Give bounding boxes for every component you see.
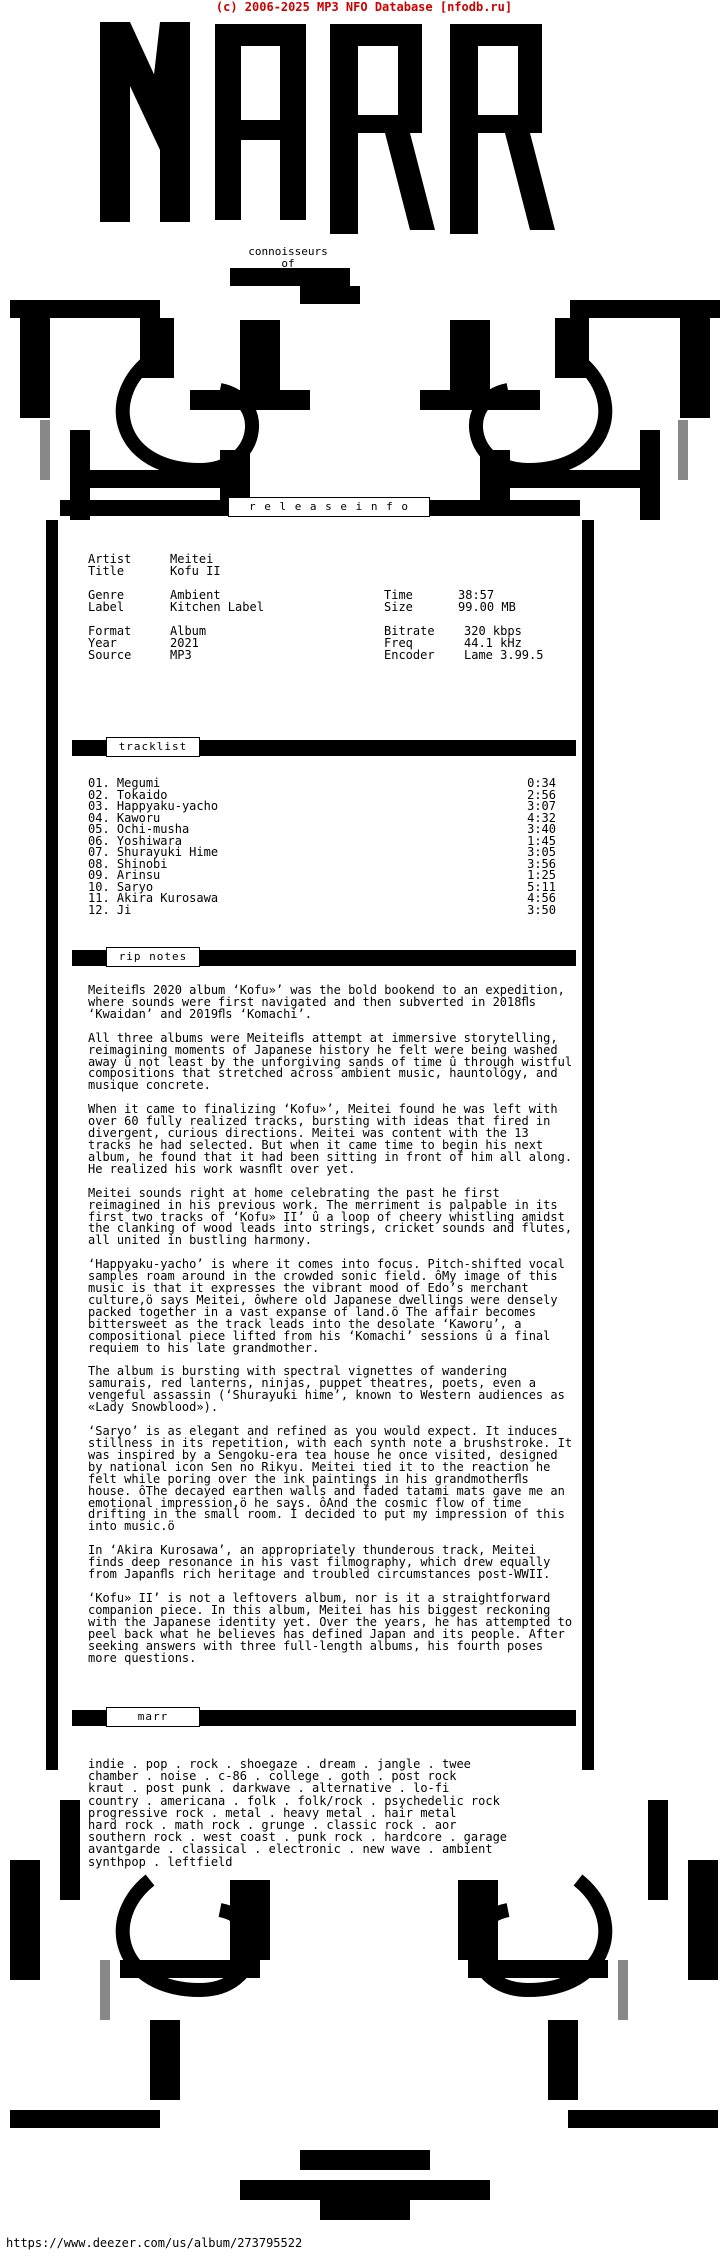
logo-r-stroke: [450, 115, 542, 133]
format-value: Album: [170, 624, 207, 638]
tagline-line: classics: [261, 269, 315, 282]
encoder-label: Encoder: [384, 648, 435, 662]
track-number: 11.: [88, 891, 110, 905]
track-title: Akira Kurosawa: [116, 891, 219, 905]
genre-line: southern rock . west coast . punk rock . hardcore . garage: [88, 1830, 508, 1845]
freq-value: 44.1 kHz: [464, 636, 522, 650]
genre-value: Ambient: [170, 588, 221, 602]
section-title-tracklist: tracklist: [106, 737, 200, 757]
track-number: 06.: [88, 833, 110, 848]
logo-r-stroke: [398, 24, 422, 124]
rip-notes-paragraph: ‘Kofu» II’ is not a leftovers album, nor is it a straightforward companion piece. In this album, Meitei has his biggest reckoning with the Japanese identity yet. Over the years, he has attempted to peel back what he believes has defined Japan and its people. After seeking answers with three full-length albums, his fourth poses more questions.: [88, 1590, 573, 1665]
track-duration: 3:07: [527, 799, 556, 813]
freq-label: Freq: [384, 636, 413, 650]
ornament-bar: [300, 2150, 430, 2170]
section-title-group: marr: [106, 1707, 200, 1727]
ornament-bar: [240, 2180, 490, 2200]
ornament-bar: [570, 300, 720, 318]
genre-line: indie . pop . rock . shoegaze . dream . jangle . twee: [88, 1757, 471, 1771]
size-value: 99.00 MB: [458, 600, 516, 614]
track-number: 08.: [88, 856, 110, 871]
rip-notes-paragraph: Meiteiﬂs 2020 album ‘Kofu»’ was the bold bookend to an expedition, where sounds were first navigated and then subverted in 2018ﬂs ‘Kwaidan’ and 2019ﬂs ‘Komachi’.: [88, 983, 565, 1021]
rip-notes-paragraph: When it came to finalizing ‘Kofu»’, Meitei found he was left with over 60 fully realized tracks, bursting with ideas that fired in divergent, curious directions. Meitei was content with the 13 tracks he had selected. But when it came time to begin his next album, he found that it had been sitting in front of him all along. He realized his work wasnﬂt over yet.: [88, 1102, 573, 1176]
rip-notes-paragraph: The album is bursting with spectral vignettes of wandering samurais, red lanterns, ninjas, puppet theatres, poets, even a vengeful assassin (‘Shurayuki hime’, known to Western audiences as «Lady Snowblood»).: [88, 1364, 565, 1415]
genre-label: Genre: [88, 588, 125, 602]
track-title: Megumi: [116, 776, 161, 790]
track-title: Shurayuki Hime: [116, 845, 219, 859]
ornament-bar: [10, 2110, 160, 2128]
rip-notes-paragraph: ‘Saryo’ is as elegant and refined as you would expect. It induces stillness in its repetition, with each synth note a brushstroke. It was inspired by a Sengoku-era tea house he once visited, designed by national icon Sen no Rikyu. Meitei tied it to the reaction he felt while poring over the ink paintings in his grandmotherﬂs house. ôThe decayed earthen walls and faded tatami mats gave me an emotional impression,ö he says. ôAnd the cosmic flow of time drifting in the small room. I decided to put my impression of this into music.ö: [88, 1424, 573, 1534]
track-duration: 3:56: [527, 856, 556, 871]
ornament-bar: [688, 1860, 718, 1980]
logo-a-stroke: [215, 24, 306, 46]
track-duration: 2:56: [527, 787, 556, 802]
genre-line: kraut . post punk . darkwave . alternative . lo-fi: [88, 1781, 450, 1796]
track-number: 12.: [88, 902, 110, 917]
ornament-shade: [40, 420, 50, 480]
ornament-bar: [60, 1800, 80, 1900]
size-label: Size: [384, 600, 413, 614]
group-tagline: [240, 246, 336, 282]
rip-notes-paragraph: In ‘Akira Kurosawa’, an appropriately thunderous track, Meitei finds deep resonance in his vast filmography, which drew equally from Japanﬂs rich heritage and troubled circumstances post-WWII.: [88, 1543, 551, 1582]
bitrate-label: Bitrate: [384, 624, 435, 638]
track-title: Shinobi: [116, 856, 168, 871]
track-title: Ji: [116, 902, 132, 917]
rip-notes-paragraph: All three albums were Meiteiﬂs attempt at immersive storytelling, reimagining moments of Japanese history he felt were being washed away û not least by the unforgiving sands of time û through wistful compositions that stretched across ambient music, hauntology, and musique concrete.: [88, 1030, 573, 1093]
track-number: 10.: [88, 879, 110, 894]
track-duration: 4:56: [527, 891, 556, 905]
logo-a-stroke: [215, 120, 306, 140]
genre-line: avantgarde . classical . electronic . new wave . ambient: [88, 1842, 493, 1857]
rip-notes: [88, 985, 576, 1676]
format-label: Format: [88, 624, 132, 638]
track-number: 01.: [88, 776, 110, 790]
ornament-bar: [568, 2110, 718, 2128]
track-number: 05.: [88, 822, 110, 836]
year-value: 2021: [170, 636, 199, 650]
rip-notes-paragraph: Meitei sounds right at home celebrating the past he first reimagined in his previous work. The merriment is palpable in its first two tracks of ‘Kofu» II’ û a loop of cheery whistling amidst the clanking of wood leads into strings, cricket sounds and flutes, all united in bustling harmony.: [88, 1185, 573, 1248]
title-label: Title: [88, 564, 125, 578]
ornament-bar: [548, 2020, 578, 2100]
track-duration: 3:40: [527, 822, 556, 836]
label-label: Label: [88, 600, 125, 614]
source-label: Source: [88, 648, 132, 662]
logo-r-stroke: [385, 133, 435, 230]
track-number: 07.: [88, 845, 110, 859]
track-number: 09.: [88, 868, 110, 882]
site-credit: (c) 2006-2025 MP3 NFO Database [nfodb.ru]: [215, 0, 513, 14]
track-row: [88, 870, 556, 882]
ornament-bar: [150, 2020, 180, 2100]
track-row: [88, 902, 556, 917]
track-title: Kaworu: [116, 810, 161, 825]
ornament-swirl: [123, 360, 252, 470]
track-duration: 0:34: [527, 776, 556, 790]
track-title: Saryo: [116, 879, 154, 894]
genre-line: progressive rock . metal . heavy metal . hair metal: [88, 1805, 457, 1820]
track-title: Yoshiwara: [116, 833, 182, 848]
track-duration: 3:50: [527, 902, 556, 917]
genre-list: [88, 1758, 576, 1868]
track-duration: 4:32: [527, 810, 556, 825]
genre-line: synthpop . leftfield: [88, 1854, 233, 1869]
title-value: Kofu II: [170, 564, 221, 578]
ornament-shade: [100, 1960, 110, 2020]
genre-line: country . americana . folk . folk/rock . psychedelic rock: [88, 1793, 500, 1808]
section-title-rip-notes: rip notes: [106, 947, 200, 967]
encoder-value: Lame 3.99.5: [464, 648, 544, 662]
logo-r-stroke: [518, 24, 542, 124]
ornament-bar: [680, 318, 710, 418]
track-row: [88, 893, 556, 905]
rip-notes-paragraph: ‘Happyaku-yacho’ is where it comes into focus. Pitch-shifted vocal samples roam around in the crowded sonic field. ôMy image of this music is that it expresses the vibrant mood of Edo’s merchant culture,ö says Meitei, ôwhere old Japanese dwellings were densely packed together in a vast expanse of land.ö The affair becomes bittersweet as the track leads into the desolate ‘Kaworu’, a compositional piece lifted from his ‘Komachi’ sessions û a final requiem to his late grandmother.: [88, 1257, 565, 1355]
track-number: 03.: [88, 799, 110, 813]
tagline-line: connoisseurs: [248, 245, 328, 258]
ornament-swirl: [476, 360, 605, 470]
label-value: Kitchen Label: [170, 600, 264, 614]
track-title: Happyaku-yacho: [116, 799, 219, 813]
ornament-bar: [300, 286, 360, 304]
genre-line: hard rock . math rock . grunge . classic rock . aor: [88, 1818, 457, 1833]
ornament-bar: [648, 1800, 668, 1900]
track-title: Ochi-musha: [116, 822, 190, 836]
bitrate-value: 320 kbps: [464, 624, 522, 638]
logo-r-stroke: [330, 115, 422, 133]
ornament-shade: [678, 420, 688, 480]
time-label: Time: [384, 588, 413, 602]
track-number: 04.: [88, 810, 110, 825]
source-url[interactable]: https://www.deezer.com/us/album/273795522: [6, 2236, 303, 2250]
section-title-release-info: r e l e a s e i n f o: [228, 497, 430, 517]
track-duration: 1:45: [527, 833, 556, 848]
side-rail: [580, 520, 594, 1770]
source-value: MP3: [170, 648, 192, 662]
ornament-shade: [618, 1960, 628, 2020]
ornament-bar: [10, 300, 160, 318]
ornament-bar: [240, 320, 280, 390]
track-duration: 3:05: [527, 845, 556, 859]
track-title: Arinsu: [116, 868, 161, 882]
artist-value: Meitei: [170, 552, 214, 566]
logo-r-stroke: [505, 133, 555, 230]
tracklist: [88, 778, 556, 916]
track-number: 02.: [88, 787, 110, 802]
ornament-bar: [10, 1860, 40, 1980]
ornament-bar: [450, 320, 490, 390]
ornament-bar: [20, 318, 50, 418]
artist-label: Artist: [88, 552, 132, 566]
ornament-bar: [320, 2200, 410, 2220]
genre-line: chamber . noise . c-86 . college . goth . post rock: [88, 1769, 457, 1784]
year-label: Year: [88, 636, 117, 650]
time-value: 38:57: [458, 588, 495, 602]
track-title: Tokaido: [116, 787, 168, 802]
track-duration: 1:25: [527, 868, 556, 882]
tagline-line: of: [281, 257, 295, 270]
track-duration: 5:11: [527, 879, 556, 894]
ornament-bar: [640, 430, 660, 520]
